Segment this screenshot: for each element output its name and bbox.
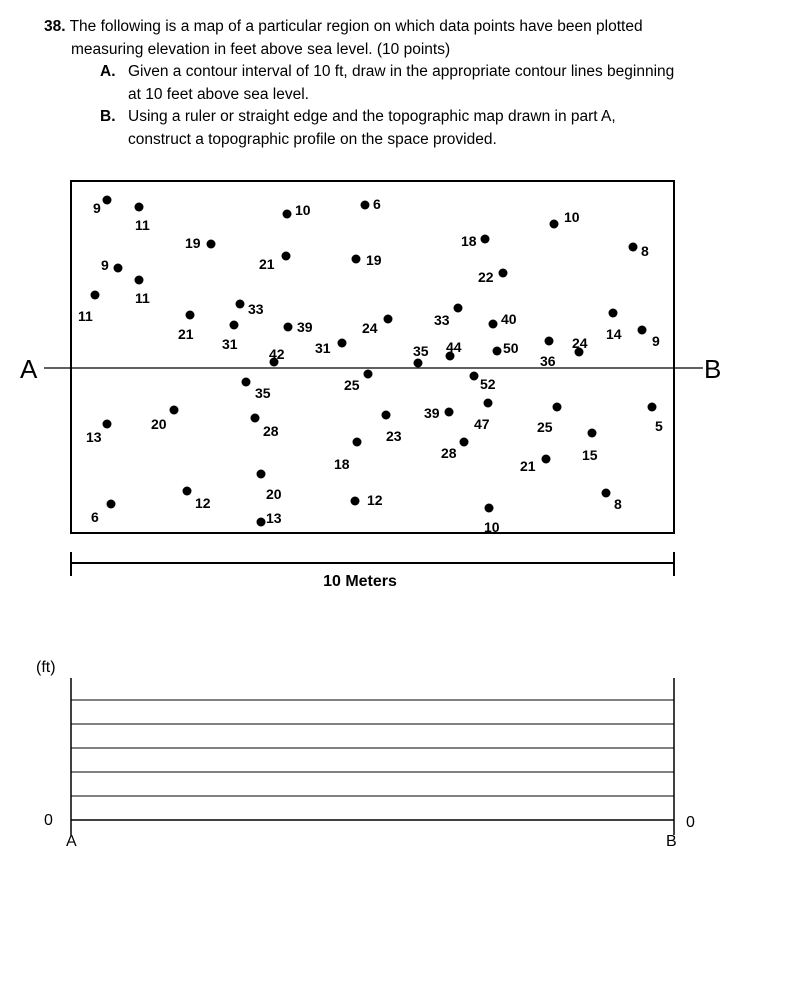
elevation-dot bbox=[588, 429, 597, 438]
elevation-points bbox=[78, 196, 663, 536]
elevation-label: 20 bbox=[151, 416, 167, 432]
elevation-dot bbox=[445, 408, 454, 417]
elevation-label: 19 bbox=[366, 252, 382, 268]
map-frame bbox=[71, 181, 674, 533]
elevation-label: 13 bbox=[86, 429, 102, 445]
elevation-label: 24 bbox=[572, 335, 588, 351]
elevation-label: 12 bbox=[195, 495, 211, 511]
elevation-label: 33 bbox=[434, 312, 450, 328]
elevation-dot bbox=[493, 347, 502, 356]
elevation-label: 15 bbox=[582, 447, 598, 463]
elevation-label: 18 bbox=[334, 456, 350, 472]
elevation-label: 23 bbox=[386, 428, 402, 444]
question-line-2: measuring elevation in feet above sea level. (10 points) bbox=[71, 40, 451, 58]
elevation-dot bbox=[638, 326, 647, 335]
elevation-dot bbox=[284, 323, 293, 332]
question-line-1: The following is a map of a particular region on which data points have been plotted bbox=[69, 18, 643, 35]
elevation-dot bbox=[629, 243, 638, 252]
elevation-label: 9 bbox=[101, 257, 109, 273]
elevation-label: 33 bbox=[248, 301, 264, 317]
elevation-dot bbox=[553, 403, 562, 412]
elevation-dot bbox=[499, 269, 508, 278]
elevation-dot bbox=[648, 403, 657, 412]
elevation-dot bbox=[282, 252, 291, 261]
elevation-dot bbox=[460, 438, 469, 447]
elevation-label: 21 bbox=[178, 326, 194, 342]
elevation-dot bbox=[107, 500, 116, 509]
part-b-line-2: construct a topographic profile on the space provided. bbox=[128, 130, 497, 148]
elevation-dot bbox=[470, 372, 479, 381]
elevation-label: 18 bbox=[461, 233, 477, 249]
elevation-label: 39 bbox=[424, 405, 440, 421]
elevation-dot bbox=[114, 264, 123, 273]
elevation-label: 9 bbox=[93, 200, 101, 216]
section-label-b: B bbox=[704, 354, 722, 384]
elevation-label: 14 bbox=[606, 326, 622, 342]
elevation-label: 13 bbox=[266, 510, 282, 526]
part-b-label: B. bbox=[100, 108, 116, 125]
elevation-dot bbox=[602, 489, 611, 498]
elevation-dot bbox=[352, 255, 361, 264]
elevation-label: 8 bbox=[614, 496, 622, 512]
elevation-dot bbox=[242, 378, 251, 387]
elevation-dot bbox=[103, 420, 112, 429]
elevation-dot bbox=[384, 315, 393, 324]
elevation-dot bbox=[135, 276, 144, 285]
elevation-dot bbox=[550, 220, 559, 229]
elevation-dot bbox=[454, 304, 463, 313]
elevation-label: 20 bbox=[266, 486, 282, 502]
elevation-dot bbox=[257, 518, 266, 527]
profile-label-b: B bbox=[666, 833, 677, 850]
elevation-dot bbox=[236, 300, 245, 309]
elevation-dot bbox=[351, 497, 360, 506]
profile-zero-left: 0 bbox=[44, 812, 53, 829]
elevation-dot bbox=[485, 504, 494, 513]
question-number: 38. bbox=[44, 18, 66, 35]
elevation-dot bbox=[135, 203, 144, 212]
elevation-dot bbox=[414, 359, 423, 368]
elevation-label: 10 bbox=[295, 202, 311, 218]
elevation-dot bbox=[484, 399, 493, 408]
profile-gridlines bbox=[71, 700, 674, 820]
elevation-label: 42 bbox=[269, 346, 285, 362]
part-b-line-1: Using a ruler or straight edge and the topographic map drawn in part A, bbox=[128, 108, 616, 125]
elevation-label: 21 bbox=[259, 256, 275, 272]
elevation-dot bbox=[382, 411, 391, 420]
elevation-label: 9 bbox=[652, 333, 660, 349]
elevation-dot bbox=[361, 201, 370, 210]
elevation-label: 5 bbox=[655, 418, 663, 434]
elevation-label: 19 bbox=[185, 235, 201, 251]
elevation-label: 28 bbox=[441, 445, 457, 461]
elevation-label: 22 bbox=[478, 269, 494, 285]
elevation-dot bbox=[207, 240, 216, 249]
elevation-label: 6 bbox=[91, 509, 99, 525]
elevation-label: 31 bbox=[222, 336, 238, 352]
part-a-line-1: Given a contour interval of 10 ft, draw in the appropriate contour lines beginning bbox=[128, 63, 675, 80]
elevation-dot bbox=[183, 487, 192, 496]
elevation-label: 24 bbox=[362, 320, 378, 336]
elevation-dot bbox=[489, 320, 498, 329]
elevation-label: 47 bbox=[474, 416, 490, 432]
profile-zero-right: 0 bbox=[686, 814, 695, 831]
part-a-line-2: at 10 feet above sea level. bbox=[128, 85, 309, 103]
elevation-dot bbox=[545, 337, 554, 346]
elevation-dot bbox=[170, 406, 179, 415]
elevation-dot bbox=[251, 414, 260, 423]
elevation-label: 12 bbox=[367, 492, 383, 508]
elevation-label: 31 bbox=[315, 340, 331, 356]
elevation-label: 39 bbox=[297, 319, 313, 335]
section-label-a: A bbox=[20, 354, 38, 384]
profile-label-a: A bbox=[66, 833, 77, 850]
elevation-label: 25 bbox=[537, 419, 553, 435]
elevation-label: 11 bbox=[135, 217, 150, 233]
elevation-label: 50 bbox=[503, 340, 519, 356]
elevation-label: 25 bbox=[344, 377, 360, 393]
elevation-dot bbox=[338, 339, 347, 348]
elevation-dot bbox=[353, 438, 362, 447]
elevation-dot bbox=[91, 291, 100, 300]
elevation-label: 10 bbox=[484, 519, 500, 535]
part-a-label: A. bbox=[100, 63, 116, 80]
elevation-dot bbox=[609, 309, 618, 318]
elevation-dot bbox=[103, 196, 112, 205]
elevation-label: 35 bbox=[413, 343, 429, 359]
elevation-label: 35 bbox=[255, 385, 271, 401]
elevation-label: 10 bbox=[564, 209, 580, 225]
elevation-dot bbox=[283, 210, 292, 219]
elevation-dot bbox=[186, 311, 195, 320]
elevation-label: 6 bbox=[373, 196, 381, 212]
profile-unit-label: (ft) bbox=[36, 659, 56, 676]
elevation-label: 44 bbox=[446, 339, 462, 355]
elevation-label: 21 bbox=[520, 458, 536, 474]
elevation-label: 52 bbox=[480, 376, 496, 392]
elevation-dot bbox=[481, 235, 490, 244]
elevation-dot bbox=[364, 370, 373, 379]
elevation-label: 40 bbox=[501, 311, 517, 327]
elevation-label: 36 bbox=[540, 353, 556, 369]
elevation-label: 8 bbox=[641, 243, 649, 259]
elevation-dot bbox=[542, 455, 551, 464]
scale-label: 10 Meters bbox=[323, 573, 397, 590]
elevation-label: 11 bbox=[135, 290, 150, 306]
elevation-label: 11 bbox=[78, 308, 93, 324]
elevation-label: 28 bbox=[263, 423, 279, 439]
elevation-dot bbox=[257, 470, 266, 479]
elevation-dot bbox=[230, 321, 239, 330]
